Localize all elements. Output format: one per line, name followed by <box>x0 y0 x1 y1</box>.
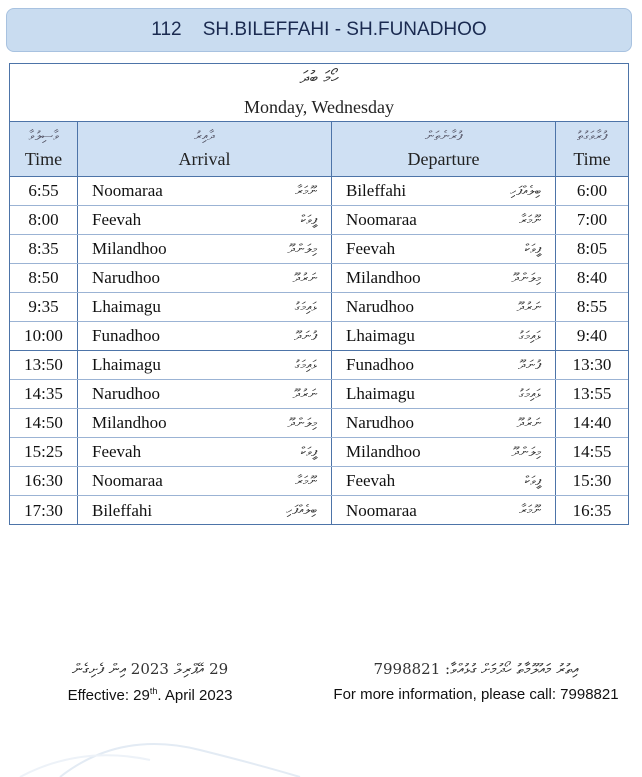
departure-place-name-dv: ޅައިމަގު <box>518 386 541 402</box>
effective-date <box>40 660 260 704</box>
arrival-place <box>78 235 332 263</box>
arrival-place-name-dv: ބިލެއްފަހި <box>286 503 317 518</box>
departure-time-header-dv: ފުރާވަގުތު <box>576 128 608 144</box>
arrival-place-name-dv: ޅައިމަގު <box>294 299 317 315</box>
departure-header-dv: ފުރާނެތަން <box>424 128 463 144</box>
table-row <box>10 380 628 409</box>
departure-place-name: Milandhoo <box>346 442 421 461</box>
arrival-header <box>78 122 332 176</box>
departure-place-name: Narudhoo <box>346 297 414 316</box>
departure-place <box>332 177 556 205</box>
departure-place <box>332 409 556 437</box>
table-row <box>10 235 628 264</box>
arrival-place-name-dv: ނަރުދޫ <box>292 386 317 402</box>
departure-place <box>332 351 556 379</box>
departure-place-name: Feevah <box>346 239 396 258</box>
arrival-place <box>78 438 332 466</box>
departure-place-name-dv: ނޫމަރާ <box>519 212 541 228</box>
departure-place-name: Lhaimagu <box>346 326 415 345</box>
departure-time-header <box>556 122 628 176</box>
arrival-place-name: Funadhoo <box>92 326 160 345</box>
table-row <box>10 264 628 293</box>
contact-info-label: For more information, please call: 7998821 <box>333 686 619 703</box>
departure-time: 16:35 <box>572 500 612 520</box>
departure-time: 13:30 <box>572 355 612 374</box>
arrival-time: 8:50 <box>10 264 78 292</box>
route-banner <box>6 8 632 52</box>
departure-place-name: Noomaraa <box>346 500 417 520</box>
departure-place <box>332 380 556 408</box>
table-row <box>10 467 628 496</box>
table-row <box>10 293 628 322</box>
arrival-place-name-dv: ފީވަކް <box>300 212 317 228</box>
departure-time: 9:40 <box>576 326 608 345</box>
departure-place-name-dv: ނަރުދޫ <box>516 415 541 431</box>
departure-place-name: Milandhoo <box>346 268 421 287</box>
departure-place-name-dv: ނަރުދޫ <box>516 299 541 315</box>
departure-place-name-dv: މިލަންދޫ <box>511 444 541 460</box>
departure-time: 8:55 <box>576 297 608 316</box>
table-row <box>10 351 628 380</box>
effective-date-label <box>40 686 260 704</box>
departure-time: 8:05 <box>576 239 608 258</box>
arrival-header-dv: ދާއިރު <box>194 128 215 144</box>
departure-place <box>332 467 556 495</box>
departure-place <box>332 496 556 525</box>
effective-date-dv: 29 އޭޕްރިލް 2023 އިން ފެށިގެން <box>71 660 229 678</box>
arrival-place-name: Milandhoo <box>92 413 167 432</box>
effective-date-sup: th <box>149 686 158 696</box>
effective-date-prefix: Effective: 29 <box>67 687 150 704</box>
departure-place <box>332 235 556 263</box>
arrival-place <box>78 351 332 379</box>
arrival-time: 16:30 <box>10 467 78 495</box>
days-english: Monday, Wednesday <box>243 97 395 117</box>
arrival-place-name: Lhaimagu <box>92 297 161 316</box>
days-title <box>10 64 628 122</box>
arrival-place-name: Feevah <box>92 442 142 461</box>
arrival-place <box>78 264 332 292</box>
arrival-place-name-dv: ފުނަދޫ <box>294 328 317 344</box>
arrival-place <box>78 380 332 408</box>
departure-place-name: Noomaraa <box>346 210 417 229</box>
departure-place-name: Narudhoo <box>346 413 414 432</box>
table-row <box>10 177 628 206</box>
departure-place-name-dv: މިލަންދޫ <box>511 270 541 286</box>
departure-place-name: Lhaimagu <box>346 384 415 403</box>
arrival-place-name: Lhaimagu <box>92 355 161 374</box>
departure-time: 6:00 <box>576 181 608 200</box>
departure-header <box>332 122 556 176</box>
arrival-place <box>78 206 332 234</box>
column-headers <box>10 122 628 177</box>
departure-place-name-dv: ޅައިމަގު <box>518 328 541 344</box>
timetable <box>9 63 629 525</box>
arrival-time: 17:30 <box>10 496 78 525</box>
table-row <box>10 438 628 467</box>
arrival-place-name-dv: ޅައިމަގު <box>294 357 317 373</box>
arrival-time: 14:35 <box>10 380 78 408</box>
table-row <box>10 206 628 235</box>
departure-place <box>332 206 556 234</box>
departure-place <box>332 322 556 350</box>
arrival-time-header <box>10 122 78 176</box>
departure-place-name-dv: ފުނަދޫ <box>518 357 541 373</box>
route-number: 112 <box>151 19 182 40</box>
arrival-place-name: Narudhoo <box>92 268 160 287</box>
arrival-place-name-dv: މިލަންދޫ <box>287 241 317 257</box>
arrival-time: 8:00 <box>10 206 78 234</box>
departure-place-name: Funadhoo <box>346 355 414 374</box>
effective-date-suffix: . April 2023 <box>157 687 233 704</box>
contact-info-dv: އިތުރު މައުލޫމާތު ހޯދުމަށް ގުޅުއްވާ: 7998821 <box>373 660 579 678</box>
days-dhivehi: ހޯމަ ބުދަ <box>299 68 339 88</box>
departure-place <box>332 293 556 321</box>
timetable-rows <box>10 177 628 525</box>
arrival-place <box>78 322 332 350</box>
departure-place-name: Feevah <box>346 471 396 490</box>
departure-place-name-dv: ނޫމަރާ <box>519 503 541 518</box>
arrival-place <box>78 177 332 205</box>
arrival-place <box>78 496 332 525</box>
table-row <box>10 496 628 525</box>
departure-header-label: Departure <box>407 148 480 169</box>
arrival-place <box>78 409 332 437</box>
departure-time: 8:40 <box>576 268 608 287</box>
arrival-time: 13:50 <box>10 351 78 379</box>
arrival-place-name-dv: ފީވަކް <box>300 444 317 460</box>
arrival-place <box>78 293 332 321</box>
departure-place-name-dv: ފީވަކް <box>524 241 541 257</box>
departure-place <box>332 438 556 466</box>
arrival-time: 14:50 <box>10 409 78 437</box>
arrival-time: 15:25 <box>10 438 78 466</box>
arrival-place-name: Narudhoo <box>92 384 160 403</box>
arrival-time: 10:00 <box>10 322 78 350</box>
arrival-place-name-dv: ނޫމަރާ <box>295 473 317 489</box>
table-row <box>10 322 628 351</box>
arrival-time-header-dv: ވާސިލުވާ <box>28 128 59 144</box>
arrival-place-name: Milandhoo <box>92 239 167 258</box>
departure-time-header-label: Time <box>573 148 611 169</box>
arrival-place-name: Feevah <box>92 210 142 229</box>
route-name: SH.BILEFFAHI - SH.FUNADHOO <box>202 19 487 40</box>
arrival-header-label: Arrival <box>178 148 231 169</box>
departure-time: 7:00 <box>576 210 608 229</box>
departure-time: 15:30 <box>572 471 612 490</box>
arrival-place <box>78 467 332 495</box>
arrival-place-name: Noomaraa <box>92 181 163 200</box>
arrival-place-name: Noomaraa <box>92 471 163 490</box>
departure-time: 13:55 <box>572 384 612 403</box>
arrival-time-header-label: Time <box>24 148 63 169</box>
arrival-time: 8:35 <box>10 235 78 263</box>
arrival-place-name-dv: ނޫމަރާ <box>295 183 317 199</box>
arrival-place-name-dv: މިލަންދޫ <box>287 415 317 431</box>
departure-place-name-dv: ފީވަކް <box>524 473 541 489</box>
table-row <box>10 409 628 438</box>
contact-info <box>318 660 634 703</box>
departure-place-name-dv: ބިލެއްފަހި <box>510 183 541 199</box>
arrival-place-name-dv: ނަރުދޫ <box>292 270 317 286</box>
arrival-place-name: Bileffahi <box>92 500 153 520</box>
departure-place-name: Bileffahi <box>346 181 407 200</box>
arrival-time: 6:55 <box>10 177 78 205</box>
departure-place <box>332 264 556 292</box>
arrival-time: 9:35 <box>10 293 78 321</box>
decorative-swoosh <box>0 720 642 777</box>
departure-time: 14:40 <box>572 413 612 432</box>
departure-time: 14:55 <box>572 442 612 461</box>
